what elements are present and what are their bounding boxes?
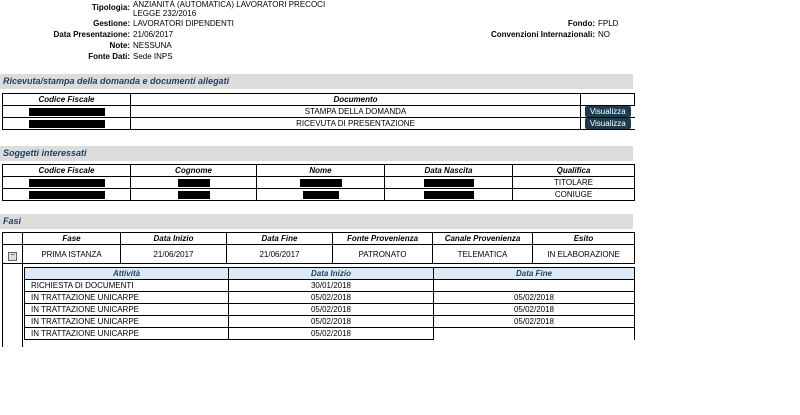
column-header-codice-fiscale: Codice Fiscale [3, 94, 131, 106]
table-row [25, 316, 635, 328]
table-row [3, 177, 635, 189]
column-header-fase: Fase [23, 233, 121, 245]
attivita-table [24, 267, 635, 340]
gestione-label: Gestione: [93, 19, 130, 28]
data-fine-cell [434, 328, 635, 340]
redacted-value [300, 179, 342, 187]
attivita-cell: IN TRATTAZIONE UNICARPE [25, 328, 229, 340]
convenzioni-value: NO [598, 30, 610, 39]
visualizza-button[interactable]: Visualizza [585, 118, 631, 129]
codice-fiscale-redacted [3, 118, 131, 130]
table-row [25, 280, 635, 292]
data-fine-cell: 05/02/2018 [434, 292, 635, 304]
column-header-actions [581, 94, 635, 106]
table-header-row [3, 233, 635, 245]
data-inizio-cell: 05/02/2018 [229, 316, 434, 328]
column-header-data-fine: Data Fine [434, 268, 635, 280]
codice-fiscale-redacted [3, 106, 131, 118]
redacted-value [178, 179, 210, 187]
tipologia-value-line1: ANZIANITÀ (AUTOMATICA) LAVORATORI PRECOCI [133, 0, 326, 9]
table-row [3, 118, 635, 130]
qualifica-cell: CONIUGE [513, 189, 635, 201]
data-fine-cell: 05/02/2018 [434, 316, 635, 328]
table-row [25, 328, 635, 340]
table-header-row [3, 165, 635, 177]
column-header-codice-fiscale: Codice Fiscale [3, 165, 131, 177]
table-header-row [25, 268, 635, 280]
tipologia-label: Tipologia: [91, 3, 130, 12]
data-inizio-cell: 30/01/2018 [229, 280, 434, 292]
canale-cell: TELEMATICA [433, 245, 533, 264]
data-inizio-cell: 05/02/2018 [229, 304, 434, 316]
soggetti-table [2, 164, 635, 201]
table-row [3, 245, 635, 264]
note-value: NESSUNA [133, 41, 172, 50]
data-fine-cell: 05/02/2018 [434, 304, 635, 316]
divider [22, 263, 23, 347]
fasi-section-title: Fasi [0, 214, 633, 229]
column-header-fonte-provenienza: Fonte Provenienza [333, 233, 433, 245]
soggetti-section-title: Soggetti interessati [0, 146, 633, 161]
fonte-dati-label: Fonte Dati: [88, 52, 130, 61]
redacted-value [424, 191, 474, 199]
column-header-cognome: Cognome [131, 165, 257, 177]
redacted-value [29, 179, 105, 187]
table-row [3, 189, 635, 201]
redacted-value [29, 191, 105, 199]
fase-cell: PRIMA ISTANZA [23, 245, 121, 264]
table-row [25, 304, 635, 316]
column-header-data-inizio: Data Inizio [229, 268, 434, 280]
column-header-data-inizio: Data Inizio [121, 233, 227, 245]
column-header-documento: Documento [131, 94, 581, 106]
ricevuta-table [2, 93, 635, 130]
divider [2, 263, 3, 347]
fonte-cell: PATRONATO [333, 245, 433, 264]
column-header-nome: Nome [257, 165, 385, 177]
visualizza-button[interactable]: Visualizza [585, 106, 631, 117]
data-presentazione-value: 21/06/2017 [133, 30, 174, 39]
table-row [25, 292, 635, 304]
ricevuta-section-title: Ricevuta/stampa della domanda e documenti allegati [0, 74, 633, 89]
redacted-value [303, 191, 339, 199]
column-header-data-fine: Data Fine [227, 233, 333, 245]
data-presentazione-label: Data Presentazione: [53, 30, 130, 39]
qualifica-cell: TITOLARE [513, 177, 635, 189]
esito-cell: IN ELABORAZIONE [533, 245, 635, 264]
attivita-cell: IN TRATTAZIONE UNICARPE [25, 304, 229, 316]
column-header-data-nascita: Data Nascita [385, 165, 513, 177]
data-inizio-cell: 05/02/2018 [229, 328, 434, 340]
attivita-cell: RICHIESTA DI DOCUMENTI [25, 280, 229, 292]
data-fine-cell: 21/06/2017 [227, 245, 333, 264]
table-row [3, 106, 635, 118]
data-fine-cell [434, 280, 635, 292]
column-header-canale-provenienza: Canale Provenienza [433, 233, 533, 245]
gestione-value: LAVORATORI DIPENDENTI [133, 19, 234, 28]
tipologia-value-line2: LEGGE 232/2016 [133, 9, 197, 18]
redacted-value [178, 191, 210, 199]
convenzioni-label: Convenzioni Internazionali: [490, 30, 595, 39]
redacted-value [424, 179, 474, 187]
data-inizio-cell: 21/06/2017 [121, 245, 227, 264]
fondo-value: FPLD [598, 19, 619, 28]
attivita-cell: IN TRATTAZIONE UNICARPE [25, 316, 229, 328]
column-header-qualifica: Qualifica [513, 165, 635, 177]
fondo-label: Fondo: [567, 19, 595, 28]
documento-cell: RICEVUTA DI PRESENTAZIONE [131, 118, 581, 130]
collapse-toggle-icon[interactable]: − [8, 252, 17, 261]
column-header-esito: Esito [533, 233, 635, 245]
column-header-attivita: Attività [25, 268, 229, 280]
documento-cell: STAMPA DELLA DOMANDA [131, 106, 581, 118]
fonte-dati-value: Sede INPS [133, 52, 173, 61]
table-header-row [3, 94, 635, 106]
attivita-cell: IN TRATTAZIONE UNICARPE [25, 292, 229, 304]
data-inizio-cell: 05/02/2018 [229, 292, 434, 304]
fasi-table [2, 232, 635, 264]
note-label: Note: [109, 41, 130, 50]
